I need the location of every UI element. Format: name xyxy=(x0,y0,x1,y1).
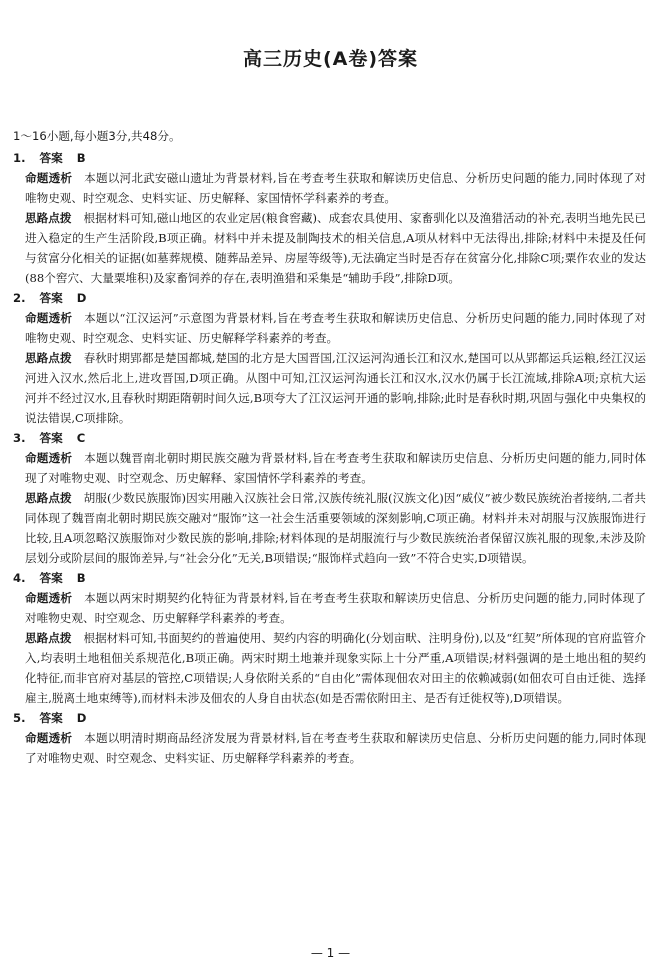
analysis-paragraph-label: 命题透析 xyxy=(25,451,73,465)
analysis-paragraph-label: 命题透析 xyxy=(25,731,73,745)
analysis-paragraph xyxy=(25,588,646,628)
answer-content xyxy=(13,126,646,768)
question-block xyxy=(13,708,646,768)
answer-label: 答案 xyxy=(39,151,63,165)
answer-label: 答案 xyxy=(39,431,63,445)
page-number: — 1 — xyxy=(310,946,351,960)
question-block xyxy=(13,428,646,568)
analysis-paragraph xyxy=(25,448,646,488)
analysis-paragraph-label: 命题透析 xyxy=(25,311,73,325)
question-block xyxy=(13,148,646,288)
hint-paragraph-label: 思路点拨 xyxy=(25,211,72,225)
hint-paragraph-label: 思路点拨 xyxy=(25,491,72,505)
analysis-paragraph-text: 本题以魏晋南北朝时期民族交融为背景材料,旨在考查考生获取和解读历史信息、分析历史问题的能力,同时体现了对唯物史观、时空观念、历史解释、家国情怀学科素养的考查。 xyxy=(25,451,646,485)
hint-paragraph-text: 春秋时期郢都是楚国都城,楚国的北方是大国晋国,江汉运河沟通长江和汉水,楚国可以从郢都运兵运粮,经江汉运河进入汉水,然后北上,进攻晋国,D项正确。从图中可知,江汉运河沟通长江和汉水,汉水仍属于长江流域,排除A项;京杭大运河并不经过汉水,且春秋时期距隋朝时间久远,B项夸大了江汉运河开通的影响,排除;此时是春秋时期,巩固与强化中央集权的说法错误,C项排除。 xyxy=(25,351,646,425)
question-number: 4. xyxy=(13,571,26,585)
question-header xyxy=(13,428,646,448)
analysis-paragraph-text: 本题以河北武安磁山遗址为背景材料,旨在考查考生获取和解读历史信息、分析历史问题的能力,同时体现了对唯物史观、时空观念、史料实证、历史解释、家国情怀学科素养的考查。 xyxy=(25,171,646,205)
question-header xyxy=(13,708,646,728)
hint-paragraph xyxy=(25,208,646,288)
analysis-paragraph xyxy=(25,168,646,208)
analysis-paragraph-text: 本题以明清时期商品经济发展为背景材料,旨在考查考生获取和解读历史信息、分析历史问题的能力,同时体现了对唯物史观、时空观念、史料实证、历史解释学科素养的考查。 xyxy=(25,731,646,765)
page-title: 高三历史(A卷)答案 xyxy=(242,48,419,70)
answer-value: B xyxy=(76,151,86,165)
question-number: 2. xyxy=(13,291,26,305)
section-intro: 1～16小题,每小题3分,共48分。 xyxy=(13,129,181,143)
answer-value: C xyxy=(76,431,86,445)
analysis-paragraph-label: 命题透析 xyxy=(25,591,73,605)
hint-paragraph-text: 根据材料可知,书面契约的普遍使用、契约内容的明确化(分划亩畎、注明身份),以及“红契”所体现的官府监管介入,均表明土地租佃关系规范化,B项正确。两宋时期土地兼并现象实际上十分严重,A项错误;材料强调的是土地出租的契约化特征,而非官府对基层的管控,C项错误;人身依附关系的“自由化”需体现佃农对田主的依赖减弱(如佃农可自由迁徙、选择雇主,脱离土地束缚等),而材料未涉及佃农的人身自由状态(如是否需依附田主、是否有迁徙权等),D项错误。 xyxy=(25,631,646,705)
hint-paragraph xyxy=(25,628,646,708)
answer-value: D xyxy=(76,711,87,725)
answer-value: D xyxy=(76,291,87,305)
question-header xyxy=(13,568,646,588)
question-block xyxy=(13,568,646,708)
answer-label: 答案 xyxy=(39,291,63,305)
analysis-paragraph xyxy=(25,728,646,768)
analysis-paragraph-text: 本题以两宋时期契约化特征为背景材料,旨在考查考生获取和解读历史信息、分析历史问题的能力,同时体现了对唯物史观、时空观念、历史解释学科素养的考查。 xyxy=(25,591,646,625)
question-header xyxy=(13,288,646,308)
question-header xyxy=(13,148,646,168)
hint-paragraph-label: 思路点拨 xyxy=(25,631,72,645)
hint-paragraph-label: 思路点拨 xyxy=(25,351,72,365)
question-number: 1. xyxy=(13,151,26,165)
answer-value: B xyxy=(76,571,86,585)
question-number: 3. xyxy=(13,431,26,445)
question-block xyxy=(13,288,646,428)
question-list xyxy=(13,148,646,768)
analysis-paragraph-text: 本题以“江汉运河”示意图为背景材料,旨在考查考生获取和解读历史信息、分析历史问题的能力,同时体现了对唯物史观、时空观念、史料实证、历史解释学科素养的考查。 xyxy=(25,311,646,345)
hint-paragraph-text: 胡服(少数民族服饰)因实用融入汉族社会日常,汉族传统礼服(汉族文化)因“威仪”被少数民族统治者接纳,二者共同体现了魏晋南北朝时期民族交融对“服饰”这一社会生活重要领域的深刻影响,C项正确。材料并未对胡服与汉族服饰进行比较,且A项忽略汉族服饰对少数民族的影响,排除;材料体现的是胡服流行与少数民族统治者保留汉族礼服的现象,未涉及阶层划分或阶层间的服饰差异,与“社会分化”无关,B项错误;“服饰样式趋向一致”不符合史实,D项错误。 xyxy=(25,491,646,565)
hint-paragraph xyxy=(25,348,646,428)
question-number: 5. xyxy=(13,711,26,725)
answer-label: 答案 xyxy=(39,571,63,585)
answer-label: 答案 xyxy=(39,711,63,725)
analysis-paragraph xyxy=(25,308,646,348)
hint-paragraph xyxy=(25,488,646,568)
hint-paragraph-text: 根据材料可知,磁山地区的农业定居(粮食窖藏)、成套农具使用、家畜驯化以及渔猎活动的补充,表明当地先民已进入稳定的生产生活阶段,B项正确。材料中并未提及制陶技术的相关信息,A项从材料中无法得出,排除;材料中未提及任何与贫富分化相关的证据(如墓葬规模、随葬品差异、房屋等级等),无法确定当时是否存在贫富分化,排除C项;粟作农业的发达(88个窖穴、大量粟堆积)及家畜饲养的存在,表明渔猎和采集是“辅助手段”,排除D项。 xyxy=(25,211,646,285)
analysis-paragraph-label: 命题透析 xyxy=(25,171,73,185)
